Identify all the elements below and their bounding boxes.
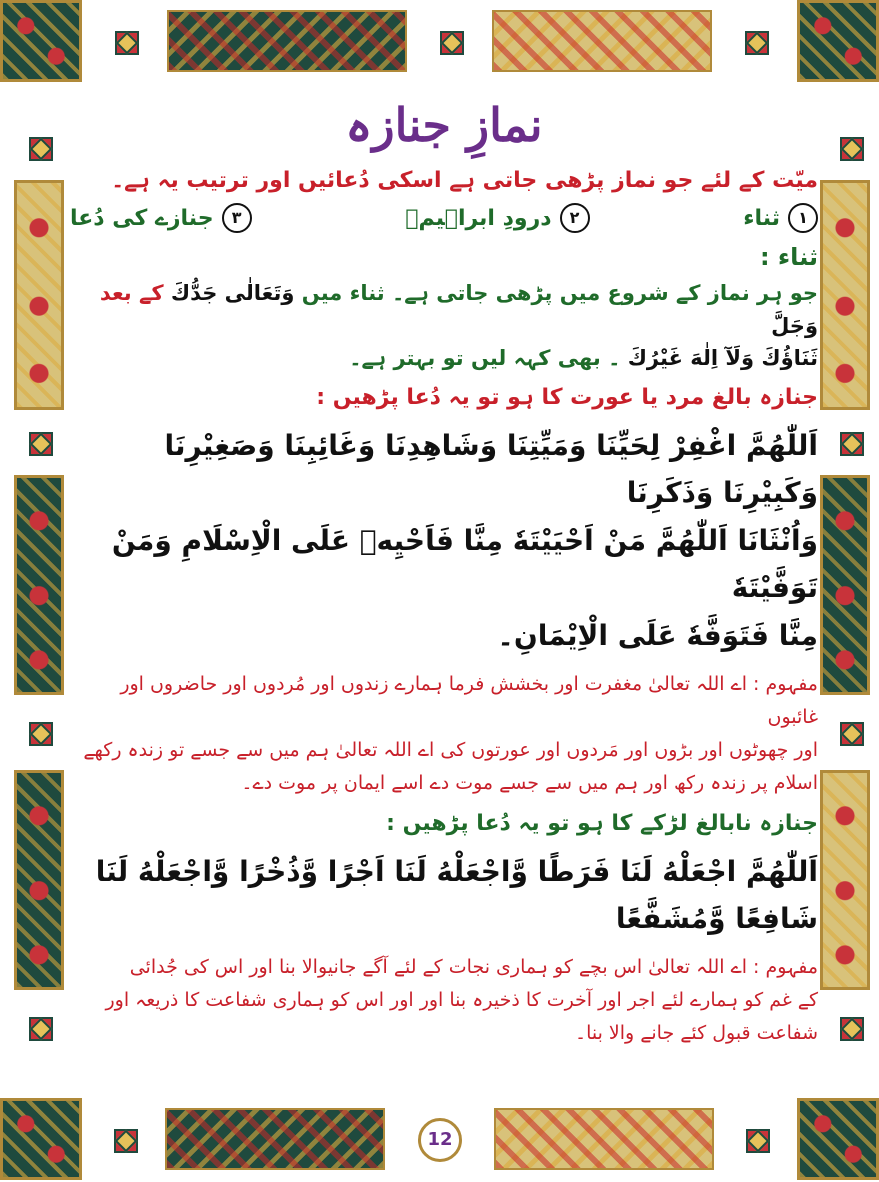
border-band: [492, 10, 712, 72]
adult-prayer-arabic: [70, 422, 818, 660]
left-border-panel: [14, 475, 64, 695]
thana-text: کے بعد: [99, 281, 164, 305]
prayer-order-list: [70, 203, 818, 233]
item-label: درودِ ابراہیمؑ: [405, 205, 552, 231]
right-border-panel: [820, 475, 870, 695]
thana-arabic: وَجَلَّ: [771, 313, 818, 338]
page-content: [70, 90, 818, 1090]
left-border-panel: [14, 180, 64, 410]
meaning-line: مفہوم : اے اللہ تعالیٰ مغفرت اور بخشش فرما ہمارے زندوں اور مُردوں اور حاضروں اور غائبوں: [120, 672, 818, 728]
intro-text: میّت کے لئے جو نماز پڑھی جاتی ہے اسکی دُعائیں اور ترتیب یہ ہے۔: [111, 168, 818, 193]
right-border-panel: [820, 770, 870, 990]
item-number: ٣: [222, 203, 252, 233]
thana-paragraph: [70, 277, 818, 342]
star-ornament-icon: [22, 425, 56, 459]
arabic-line: اَللّٰهُمَّ اغْفِرْ لِحَيِّنَا وَمَيِّتِنَا وَشَاهِدِنَا وَغَائِبِنَا وَصَغِيْرِنَا وَكَبِيْرِنَا وَذَكَرِنَا: [164, 428, 818, 510]
child-prayer-meaning: [70, 951, 818, 1051]
list-item: [70, 203, 252, 233]
child-prayer-heading: جنازہ نابالغ لڑکے کا ہو تو یہ دُعا پڑھیں :: [386, 810, 818, 836]
adult-prayer-meaning: [70, 668, 818, 801]
star-ornament-icon: [22, 715, 56, 749]
left-border-panel: [14, 770, 64, 990]
thana-heading: ثناء :: [759, 243, 818, 271]
list-item: [405, 203, 589, 233]
meaning-line: مفہوم : اے اللہ تعالیٰ اس بچے کو ہماری نجات کے لئے آگے جانیوالا بنا اور اس کی جُدائی: [129, 955, 818, 978]
thana-text: ۔ بھی کہہ لیں تو بہتر ہے۔: [349, 346, 621, 371]
arabic-line: اَللّٰهُمَّ اجْعَلْهُ لَنَا فَرَطًا وَّاجْعَلْهُ لَنَا اَجْرًا وَّذُخْرًا وَّاجْعَلْهُ لَنَا شَافِعًا وَّمُشَفَّعًا: [95, 854, 818, 936]
star-ornament-icon: [833, 425, 867, 459]
star-ornament-icon: [833, 715, 867, 749]
star-ornament-icon: [108, 24, 142, 58]
adult-prayer-heading: جنازہ بالغ مرد یا عورت کا ہو تو یہ دُعا پڑھیں :: [316, 384, 818, 410]
item-number: ١: [788, 203, 818, 233]
star-ornament-icon: [739, 1122, 773, 1156]
thana-paragraph: [70, 342, 818, 375]
border-band: [167, 10, 407, 72]
corner-ornament: [797, 0, 879, 82]
corner-ornament: [797, 1098, 879, 1180]
child-prayer-arabic: [70, 848, 818, 943]
star-ornament-icon: [738, 24, 772, 58]
arabic-line: مِنَّا فَتَوَفَّهٗ عَلَى الْاِيْمَانِ۔: [497, 619, 818, 653]
item-label: ثناء: [743, 205, 780, 231]
page-number: 12: [418, 1118, 462, 1162]
star-ornament-icon: [833, 130, 867, 164]
thana-arabic: وَتَعَالٰى جَدُّكَ: [170, 281, 295, 305]
corner-ornament: [0, 1098, 82, 1180]
star-ornament-icon: [833, 1010, 867, 1044]
corner-ornament: [0, 0, 82, 82]
meaning-line: شفاعت قبول کئے جانے والا بنا۔: [574, 1022, 818, 1045]
border-band: [494, 1108, 714, 1170]
star-ornament-icon: [22, 1010, 56, 1044]
list-item: [743, 203, 818, 233]
meaning-line: اور چھوٹوں اور بڑوں اور مَردوں اور عورتوں کی اے اللہ تعالیٰ ہم میں سے جسے تو زندہ رکھے: [83, 739, 818, 762]
meaning-line: کے غم کو ہمارے لئے اجر اور آخرت کا ذخیرہ بنا اور اور اس کو ہماری شفاعت کا ذریعہ اور: [105, 989, 818, 1012]
star-ornament-icon: [433, 24, 467, 58]
border-band: [165, 1108, 385, 1170]
top-border: [0, 0, 879, 82]
star-ornament-icon: [22, 130, 56, 164]
item-label: جنازے کی دُعا: [70, 205, 214, 231]
item-number: ٢: [560, 203, 590, 233]
meaning-line: اسلام پر زندہ رکھ اور ہم میں سے جسے موت دے اسے ایمان پر موت دے۔: [241, 772, 818, 795]
star-ornament-icon: [107, 1122, 141, 1156]
thana-text: جو ہر نماز کے شروع میں پڑھی جاتی ہے۔ ثناء میں: [301, 281, 818, 305]
right-border-panel: [820, 180, 870, 410]
arabic-line: وَاُنْثَانَا اَللّٰهُمَّ مَنْ اَحْيَيْتَهٗ مِنَّا فَاَحْيِهٖ عَلَى الْاِسْلَامِ وَمَنْ تَوَفَّيْتَهٗ: [111, 523, 818, 605]
page-title: نمازِ جنازہ: [345, 98, 543, 152]
thana-arabic: ثَنَاؤُكَ وَلَآ اِلٰهَ غَيْرُكَ: [627, 346, 818, 371]
